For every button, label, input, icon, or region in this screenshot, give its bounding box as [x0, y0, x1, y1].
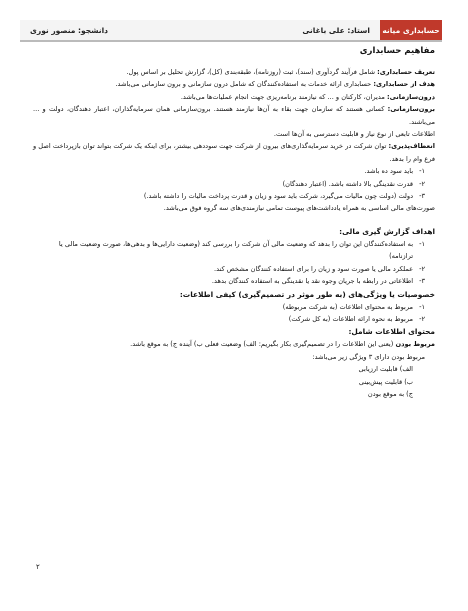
student-name: دانشجو: منصور نوری	[30, 25, 109, 35]
paragraph-information: اطلاعات تابعی از نوع نیاز و قابلیت دسترسی به آن‌ها است.	[273, 130, 435, 139]
list-item: الف) قابلیت ارزیابی	[358, 365, 413, 374]
text: مدیران، کارکنان و ... که نیازمند برنامه‌ریزی جهت انجام عملیات‌ها می‌باشد.	[180, 92, 387, 101]
text: حسابداری ارائه خدمات به استفاده‌کنندگان که شامل درون سازمانی و برون سازمانی می‌باشد.	[115, 80, 374, 89]
paragraph-accounting-goal	[33, 78, 435, 90]
paragraph-relevance	[33, 338, 435, 350]
section-heading-content: محتوای اطلاعات شامل:	[348, 327, 435, 337]
text: شامل فرآیند گردآوری (سند)، ثبت (روزنامه)، طبقه‌بندی (کل)، گزارش تحلیل بر اساس پول.	[126, 68, 378, 76]
list-item: ۱- به استفاده‌کنندگان این توان را بدهد که وضعیت مالی آن شرکت را بررسی کند (وضعیت دارایی‌ها و بدهی‌ها، صورت وضعیت مالی یا ترازنامه)	[58, 239, 425, 261]
text: (یعنی این اطلاعات را در تصمیم‌گیری بکار بگیریم: الف) وضعیت فعلی ب) آینده ج) به موقع باشد.	[130, 340, 396, 349]
list-item: ۱- مربوط به محتوای اطلاعات (به شرکت مربوطه)	[282, 302, 425, 311]
list-item: ۳- اطلاعاتی در رابطه با جریان وجوه نقد یا نقدینگی به استفاده کنندگان بدهد.	[211, 277, 425, 286]
course-title: حسابداری میانه	[380, 20, 442, 40]
text: توان شرکت در خرید سرمایه‌گذاری‌های بیرون از شرکت جهت سوددهی بیشتر، برای اینکه یک شرکت بتواند توان بازپرداخت اصل و فرع وام را بدهد.	[33, 142, 435, 163]
paragraph-internal	[33, 91, 435, 103]
paragraph-financial-statements: صورت‌های مالی اساسی به همراه یادداشت‌های پیوست تمامی نیازمندی‌های سه گروه فوق می‌باشد.	[163, 204, 435, 213]
page-number: ۲	[36, 563, 40, 571]
list-item: ۲- قدرت نقدینگی بالا داشته باشد. (اعتبار دهندگان)	[282, 179, 425, 188]
term: مربوط بودن	[395, 340, 435, 349]
term: انعطاف‌پذیری:	[388, 142, 435, 151]
section-heading-goals: اهداف گزارش گیری مالی:	[339, 226, 435, 236]
teacher-name: استاد: علی باغانی	[302, 25, 370, 35]
list-item: ۳- دولت (دولت چون مالیات می‌گیرد، شرکت باید سود و زیان و قدرت پرداخت مالیات را داشته باشد.)	[143, 192, 425, 201]
list-item: ب) قابلیت پیش‌بینی	[358, 377, 413, 386]
header-info	[20, 20, 380, 40]
paragraph-accounting-definition	[33, 66, 435, 78]
document-body	[33, 44, 435, 400]
paragraph-external	[33, 103, 435, 128]
term: درون‌سازمانی:	[386, 92, 435, 101]
list-item: ۲- عملکرد مالی یا صورت سود و زیان را برای استفاده کنندگان مشخص کند.	[213, 264, 425, 273]
page-header	[20, 20, 442, 42]
list-item: ۱- باید سود ده باشد.	[364, 167, 425, 176]
term: هدف از حسابداری:	[373, 80, 435, 89]
list-item: ج) به موقع بودن	[367, 389, 413, 398]
list-item: ۲- مربوط به نحوه ارائه اطلاعات (به کل شرکت)	[288, 314, 425, 323]
paragraph-flexibility	[33, 140, 435, 165]
term: تعریف حسابداری:	[377, 68, 435, 76]
list-item: مربوط بودن دارای ۳ ویژگی زیر می‌باشد:	[312, 352, 425, 361]
section-heading-quality: خصوصیات یا ویژگی‌های (به طور موثر در تصمیم‌گیری) کیفی اطلاعات:	[179, 289, 435, 299]
text: کسانی هستند که سازمان جهت بقاء به آن‌ها نیازمند هستند. برون‌سازمانی همان سرمایه‌گذاران، اعتبار دهندگان، دولت و ... می‌باشند.	[33, 105, 435, 126]
page-title: مفاهیم حسابداری	[359, 46, 435, 56]
term: برون‌سازمانی:	[387, 105, 435, 114]
